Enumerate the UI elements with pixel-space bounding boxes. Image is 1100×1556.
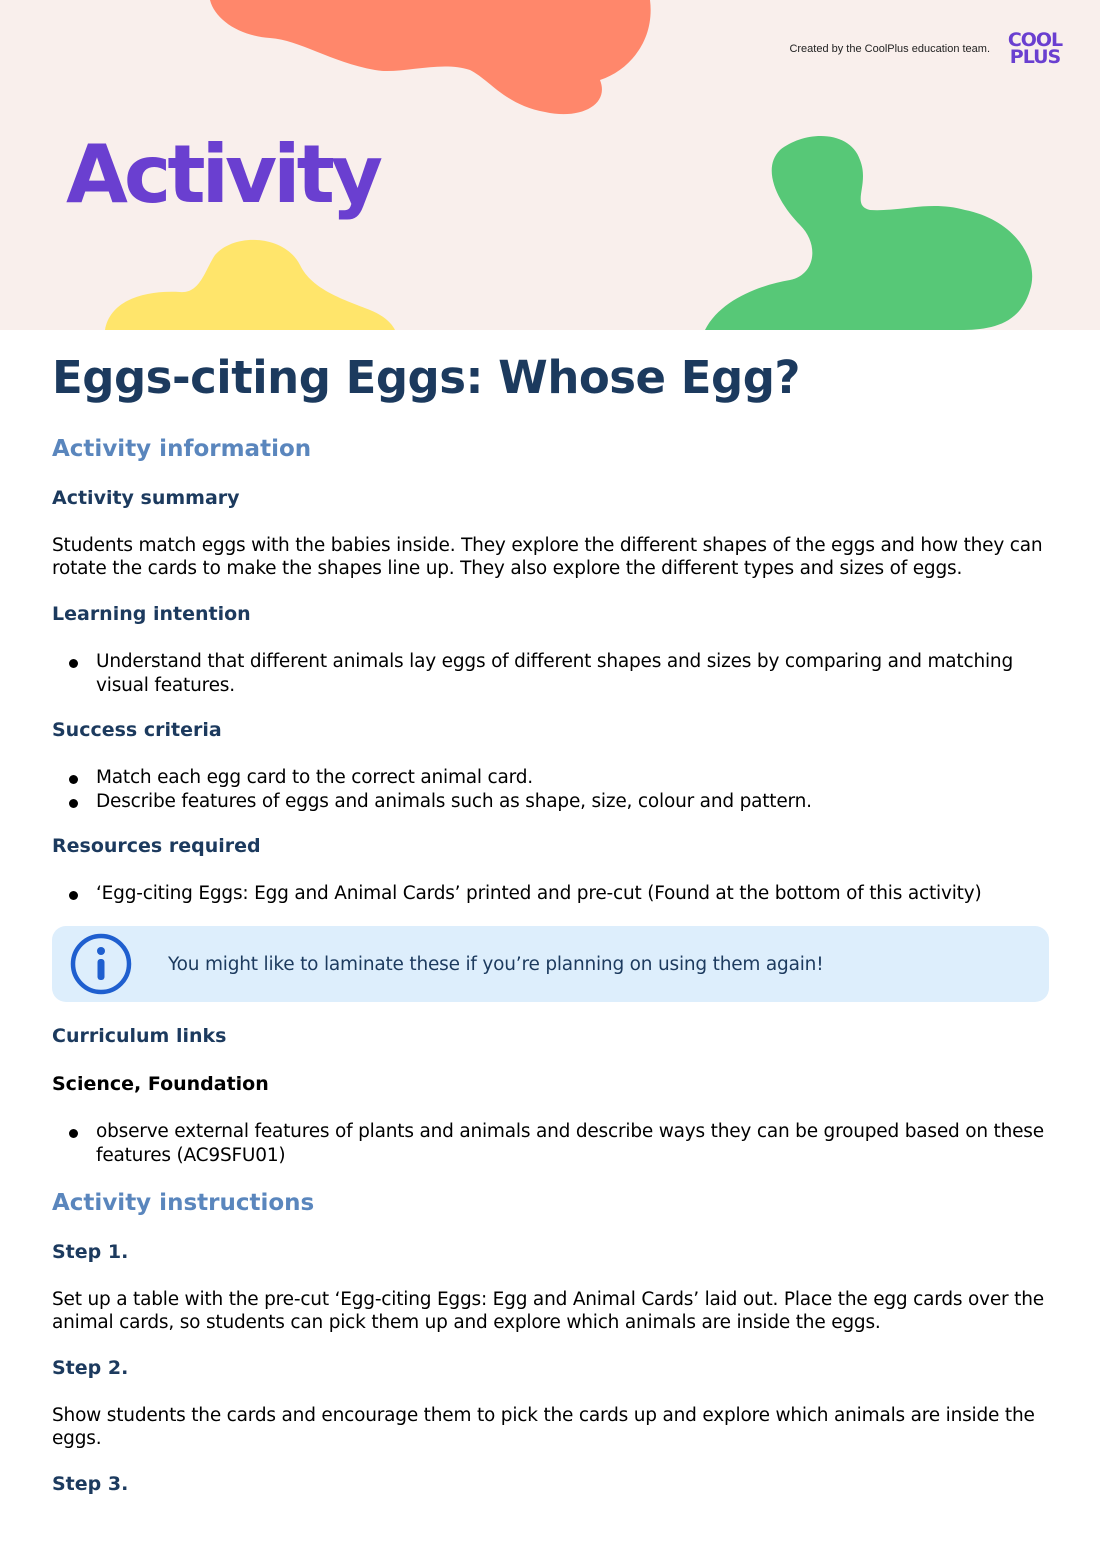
step-1-heading: Step 1. bbox=[52, 1241, 129, 1263]
logo-line-2: PLUS bbox=[1009, 46, 1061, 68]
credit-text: Created by the CoolPlus education team. bbox=[789, 43, 990, 55]
list-item-text: Understand that different animals lay eggs of different shapes and sizes by comparing and matching visual features. bbox=[96, 651, 1013, 696]
orange-blob bbox=[210, 0, 651, 114]
step-3-heading: Step 3. bbox=[52, 1473, 129, 1495]
page-title: Eggs-citing Eggs: Whose Egg? bbox=[52, 351, 801, 404]
step-2-text: Show students the cards and encourage them to pick the cards up and explore which animals are inside the eggs. bbox=[52, 1405, 1035, 1449]
list-item bbox=[52, 790, 1052, 814]
logo-line-1: COOL bbox=[1007, 29, 1063, 51]
learning-intention-heading: Learning intention bbox=[52, 603, 251, 625]
list-item bbox=[52, 650, 1052, 698]
step-1-text: Set up a table with the pre-cut ‘Egg-citing Eggs: Egg and Animal Cards’ laid out. Place the egg cards over the animal cards, so students can pick them up and explore which animals are inside the eggs. bbox=[52, 1289, 1044, 1333]
learning-intention-list bbox=[52, 650, 1052, 698]
yellow-blob bbox=[105, 240, 395, 330]
step-2-heading: Step 2. bbox=[52, 1357, 129, 1379]
curriculum-list bbox=[52, 1120, 1052, 1168]
success-criteria-heading: Success criteria bbox=[52, 719, 222, 741]
resources-heading: Resources required bbox=[52, 835, 261, 857]
section-heading-activity-instructions: Activity instructions bbox=[52, 1190, 315, 1216]
bullet-icon bbox=[69, 659, 78, 668]
list-item bbox=[52, 766, 1052, 790]
resources-list bbox=[52, 882, 1052, 906]
header-banner bbox=[0, 0, 1100, 330]
list-item-text: Match each egg card to the correct animal card. bbox=[96, 767, 533, 788]
list-item bbox=[52, 1120, 1052, 1168]
list-item bbox=[52, 882, 1052, 906]
callout-text: You might like to laminate these if you’re planning on using them again! bbox=[168, 953, 824, 975]
bullet-icon bbox=[69, 1129, 78, 1138]
activity-summary-heading: Activity summary bbox=[52, 487, 240, 509]
activity-summary-text: Students match eggs with the babies inside. They explore the different shapes of the eggs and how they can rotate the cards to make the shapes line up. They also explore the different types and sizes of eggs. bbox=[52, 535, 1043, 579]
info-icon bbox=[68, 931, 134, 997]
document-body bbox=[52, 348, 1052, 1520]
curriculum-subheading: Science, Foundation bbox=[52, 1073, 269, 1095]
green-blob bbox=[705, 136, 1032, 330]
curriculum-links-heading: Curriculum links bbox=[52, 1025, 227, 1047]
bullet-icon bbox=[69, 775, 78, 784]
banner-title: Activity bbox=[66, 128, 379, 221]
list-item-text: observe external features of plants and animals and describe ways they can be grouped based on these features (AC9SFU01) bbox=[96, 1121, 1044, 1166]
bullet-icon bbox=[69, 799, 78, 808]
section-heading-activity-information: Activity information bbox=[52, 436, 312, 462]
list-item-text: Describe features of eggs and animals such as shape, size, colour and pattern. bbox=[96, 791, 812, 812]
success-criteria-list bbox=[52, 766, 1052, 814]
list-item-text: ‘Egg-citing Eggs: Egg and Animal Cards’ printed and pre-cut (Found at the bottom of this activity) bbox=[96, 883, 982, 904]
info-callout bbox=[52, 926, 1049, 1002]
bullet-icon bbox=[69, 891, 78, 900]
coolplus-logo bbox=[1000, 29, 1070, 68]
